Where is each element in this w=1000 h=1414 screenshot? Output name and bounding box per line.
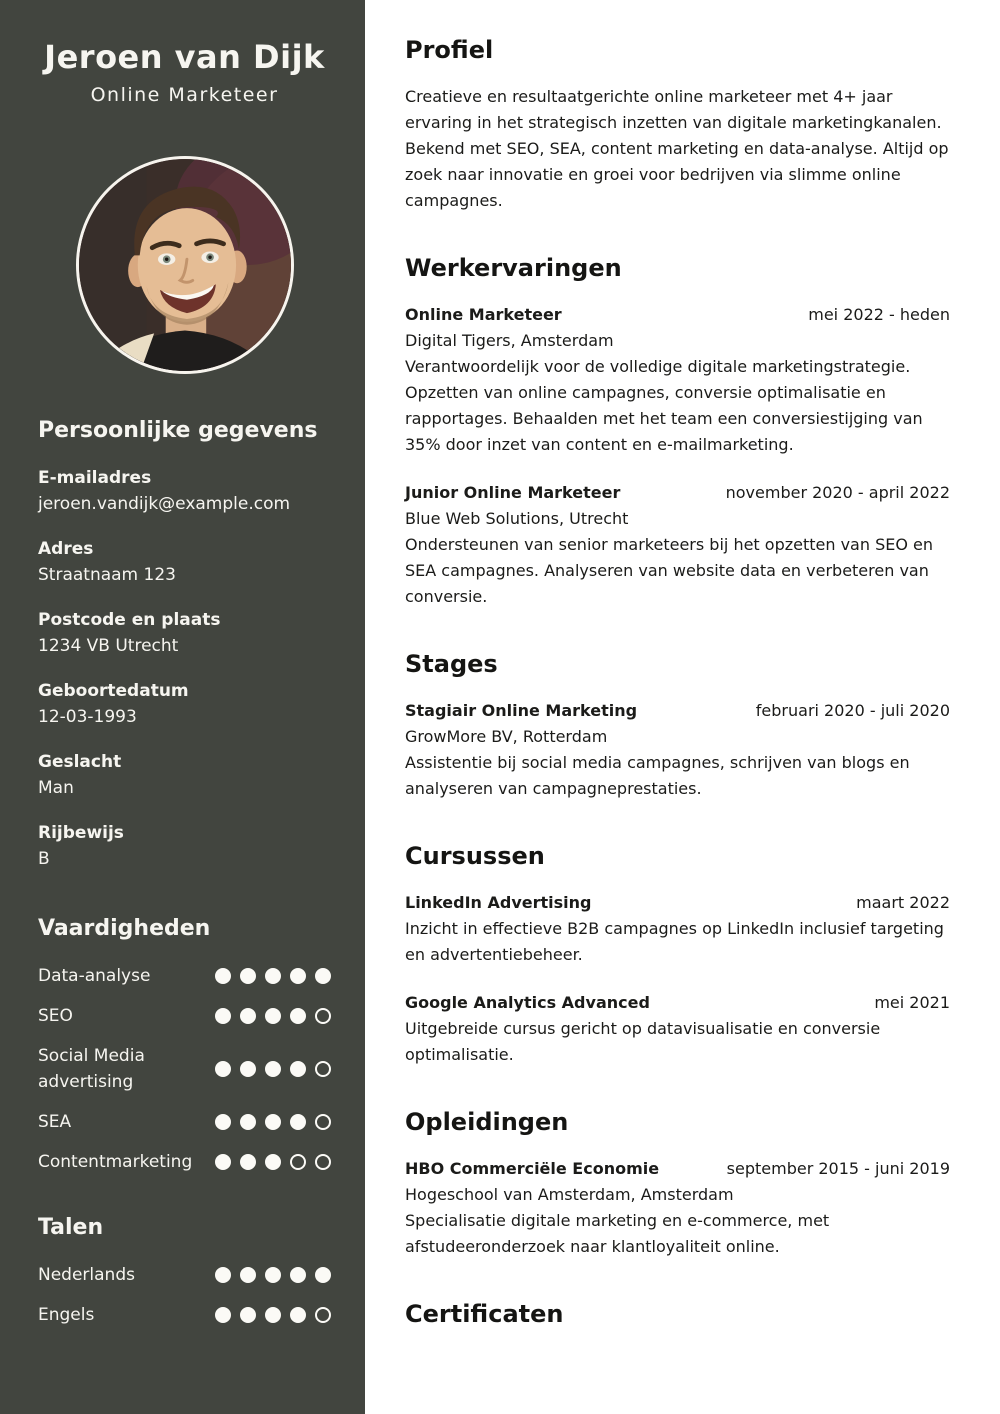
rating-dot-filled <box>265 1154 281 1170</box>
entry-description: Assistentie bij social media campagnes, schrijven van blogs en analyseren van campagneprestaties. <box>405 753 910 798</box>
rating-dot-filled <box>240 1061 256 1077</box>
section-title-education: Opleidingen <box>405 1108 569 1136</box>
person-name: Jeroen van Dijk <box>44 38 325 76</box>
skills-list <box>38 963 331 1175</box>
field-gender <box>38 749 331 801</box>
section-internships <box>405 650 950 802</box>
entry-role: HBO Commerciële Economie <box>405 1159 660 1178</box>
skill-row <box>38 1109 331 1135</box>
rating-dot-filled <box>240 1008 256 1024</box>
languages-section-title: Talen <box>38 1215 104 1240</box>
rating-dot-filled <box>265 968 281 984</box>
rating-dot-filled <box>240 968 256 984</box>
rating-dot-filled <box>265 1008 281 1024</box>
language-rating-dots <box>215 1307 331 1323</box>
skill-row <box>38 1149 331 1175</box>
field-label: Rijbewijs <box>38 823 124 843</box>
rating-dot-filled <box>290 968 306 984</box>
rating-dot-empty <box>315 1154 331 1170</box>
skill-rating-dots <box>215 968 331 984</box>
rating-dot-filled <box>290 1267 306 1283</box>
course-entry <box>405 990 950 1068</box>
entry-role: Google Analytics Advanced <box>405 993 650 1012</box>
entry-period: mei 2022 - heden <box>808 305 950 324</box>
skill-rating-dots <box>215 1154 331 1170</box>
rating-dot-filled <box>215 1307 231 1323</box>
rating-dot-filled <box>215 1008 231 1024</box>
rating-dot-filled <box>215 968 231 984</box>
section-work <box>405 254 950 610</box>
field-value: B <box>38 849 50 869</box>
rating-dot-empty <box>315 1061 331 1077</box>
section-title-internships: Stages <box>405 650 498 678</box>
entry-description: Verantwoordelijk voor de volledige digitale marketingstrategie. Opzetten van online campagnes, conversie optimalisatie en rapportages. Behaalden met het team een conversiestijging van 35% door inzet van content en e-mailmarketing. <box>405 357 923 454</box>
skill-row <box>38 963 331 989</box>
entry-role: Online Marketeer <box>405 305 562 324</box>
skill-label: Contentmarketing <box>38 1152 193 1172</box>
entry-role: LinkedIn Advertising <box>405 893 592 912</box>
rating-dot-filled <box>290 1008 306 1024</box>
entry-period: november 2020 - april 2022 <box>725 483 950 502</box>
entry-period: februari 2020 - juli 2020 <box>755 701 950 720</box>
entry-description: Uitgebreide cursus gericht op datavisualisatie en conversie optimalisatie. <box>405 1019 881 1064</box>
section-title-work: Werkervaringen <box>405 254 622 282</box>
main-content <box>365 0 1000 1414</box>
field-license <box>38 820 331 872</box>
skill-row <box>38 1043 331 1095</box>
rating-dot-filled <box>215 1154 231 1170</box>
language-label: Engels <box>38 1305 95 1325</box>
profile-text: Creatieve en resultaatgerichte online marketeer met 4+ jaar ervaring in het strategisch inzetten van digitale marketingkanalen. Bekend met SEO, SEA, content marketing en data-analyse. Altijd op zoek naar innovatie en groei voor bedrijven via slimme online campagnes. <box>405 87 949 210</box>
rating-dot-filled <box>315 1267 331 1283</box>
skill-rating-dots <box>215 1008 331 1024</box>
section-title-certificates: Certificaten <box>405 1300 564 1328</box>
rating-dot-filled <box>240 1114 256 1130</box>
field-label: Postcode en plaats <box>38 610 221 630</box>
section-certificates <box>405 1300 950 1328</box>
rating-dot-filled <box>265 1061 281 1077</box>
rating-dot-filled <box>265 1267 281 1283</box>
skill-rating-dots <box>215 1114 331 1130</box>
education-entry <box>405 1156 950 1260</box>
field-label: Geboortedatum <box>38 681 189 701</box>
language-rating-dots <box>215 1267 331 1283</box>
rating-dot-filled <box>315 968 331 984</box>
personal-section-title: Persoonlijke gegevens <box>38 418 318 443</box>
field-value: Man <box>38 778 74 798</box>
rating-dot-empty <box>315 1307 331 1323</box>
profile-photo <box>76 156 294 374</box>
rating-dot-empty <box>315 1114 331 1130</box>
entry-description: Inzicht in effectieve B2B campagnes op LinkedIn inclusief targeting en advertentiebeheer. <box>405 919 944 964</box>
field-label: Adres <box>38 539 94 559</box>
section-title-courses: Cursussen <box>405 842 545 870</box>
work-entry <box>405 480 950 610</box>
entry-description: Specialisatie digitale marketing en e-commerce, met afstudeeronderzoek naar klantloyaliteit online. <box>405 1211 830 1256</box>
skill-row <box>38 1003 331 1029</box>
section-profile <box>405 36 950 214</box>
field-value: jeroen.vandijk@example.com <box>38 494 291 514</box>
field-email <box>38 465 331 517</box>
skill-label: SEA <box>38 1112 72 1132</box>
section-courses <box>405 842 950 1068</box>
rating-dot-filled <box>240 1267 256 1283</box>
work-entry <box>405 302 950 458</box>
skill-rating-dots <box>215 1061 331 1077</box>
entry-description: Ondersteunen van senior marketeers bij het opzetten van SEO en SEA campagnes. Analyseren van website data en verbeteren van conversie. <box>405 535 934 606</box>
skill-label: SEO <box>38 1006 73 1026</box>
section-education <box>405 1108 950 1260</box>
rating-dot-filled <box>265 1114 281 1130</box>
skill-label: Data-analyse <box>38 966 151 986</box>
entry-role: Stagiair Online Marketing <box>405 701 638 720</box>
field-address <box>38 536 331 588</box>
language-label: Nederlands <box>38 1265 135 1285</box>
person-role: Online Marketeer <box>90 84 279 106</box>
field-value: 12-03-1993 <box>38 707 137 727</box>
entry-organisation: GrowMore BV, Rotterdam <box>405 727 608 746</box>
rating-dot-filled <box>215 1267 231 1283</box>
field-value: Straatnaam 123 <box>38 565 176 585</box>
rating-dot-empty <box>315 1008 331 1024</box>
entry-organisation: Blue Web Solutions, Utrecht <box>405 509 629 528</box>
languages-list <box>38 1262 331 1328</box>
skill-label: Social Media advertising <box>38 1046 145 1092</box>
field-birthdate <box>38 678 331 730</box>
section-title-profile: Profiel <box>405 36 494 64</box>
entry-organisation: Digital Tigers, Amsterdam <box>405 331 614 350</box>
sidebar <box>0 0 365 1414</box>
rating-dot-filled <box>265 1307 281 1323</box>
field-value: 1234 VB Utrecht <box>38 636 179 656</box>
field-label: E-mailadres <box>38 468 152 488</box>
course-entry <box>405 890 950 968</box>
profile-photo-illustration <box>79 159 291 371</box>
field-label: Geslacht <box>38 752 122 772</box>
internship-entry <box>405 698 950 802</box>
rating-dot-filled <box>290 1114 306 1130</box>
entry-role: Junior Online Marketeer <box>405 483 621 502</box>
language-row <box>38 1262 331 1288</box>
rating-dot-filled <box>215 1061 231 1077</box>
field-postcode <box>38 607 331 659</box>
rating-dot-filled <box>290 1061 306 1077</box>
rating-dot-filled <box>215 1114 231 1130</box>
entry-organisation: Hogeschool van Amsterdam, Amsterdam <box>405 1185 734 1204</box>
rating-dot-filled <box>240 1154 256 1170</box>
entry-period: maart 2022 <box>856 893 950 912</box>
rating-dot-filled <box>240 1307 256 1323</box>
entry-period: september 2015 - juni 2019 <box>726 1159 950 1178</box>
entry-period: mei 2021 <box>874 993 950 1012</box>
rating-dot-empty <box>290 1154 306 1170</box>
language-row <box>38 1302 331 1328</box>
rating-dot-filled <box>290 1307 306 1323</box>
skills-section-title: Vaardigheden <box>38 916 211 941</box>
